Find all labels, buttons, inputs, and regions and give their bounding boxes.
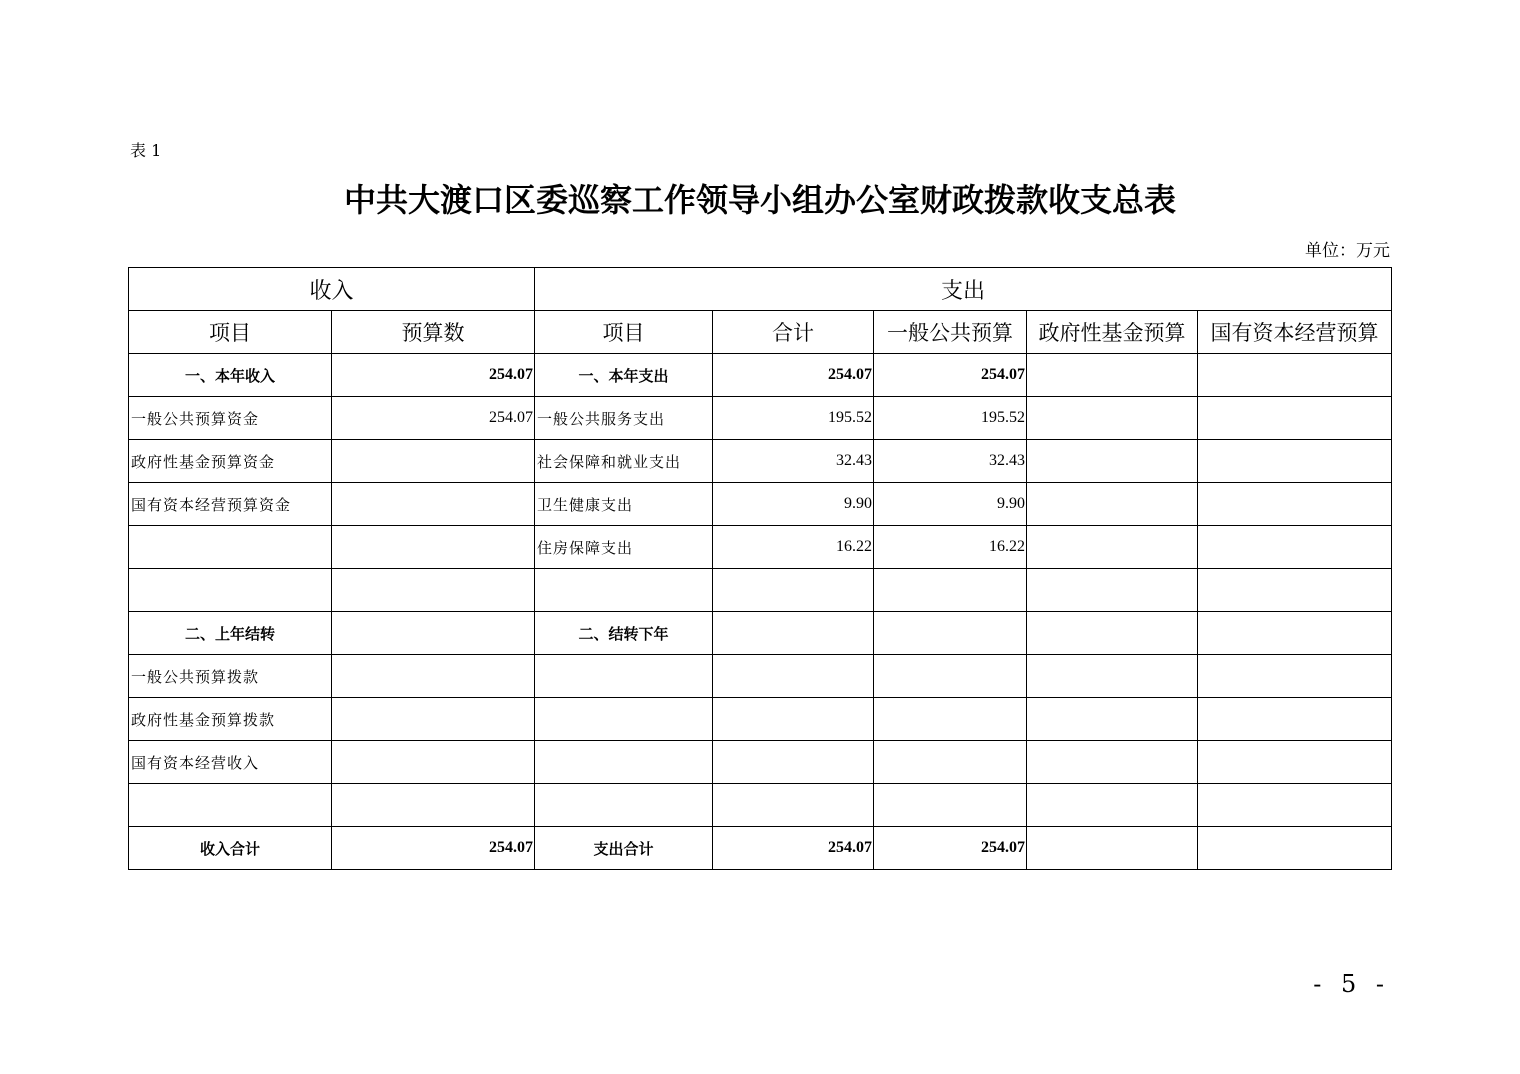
general-budget-cell	[874, 784, 1027, 827]
income-item-cell: 政府性基金预算资金	[129, 440, 332, 483]
budget-table	[128, 267, 1392, 870]
total-cell	[713, 569, 874, 612]
income-header: 收入	[129, 268, 535, 311]
total-header: 合计	[713, 311, 874, 354]
table-row	[129, 526, 1392, 569]
gov-fund-cell	[1027, 354, 1198, 397]
table-header-row-1	[129, 268, 1392, 311]
income-budget-cell	[332, 784, 535, 827]
table-header-row-2	[129, 311, 1392, 354]
income-budget-cell	[332, 612, 535, 655]
expense-item-cell	[535, 784, 713, 827]
expense-item-cell: 社会保障和就业支出	[535, 440, 713, 483]
income-item-header: 项目	[129, 311, 332, 354]
income-item-cell	[129, 526, 332, 569]
expense-item-cell	[535, 741, 713, 784]
expense-item-header: 项目	[535, 311, 713, 354]
income-budget-cell	[332, 483, 535, 526]
general-budget-cell: 254.07	[874, 354, 1027, 397]
gov-fund-cell	[1027, 741, 1198, 784]
gov-fund-cell	[1027, 569, 1198, 612]
expense-item-cell: 二、结转下年	[535, 612, 713, 655]
table-row	[129, 784, 1392, 827]
income-item-cell: 收入合计	[129, 827, 332, 870]
table-row	[129, 698, 1392, 741]
table-row	[129, 440, 1392, 483]
table-label: 表 1	[130, 141, 162, 160]
income-budget-cell: 254.07	[332, 397, 535, 440]
income-budget-cell	[332, 741, 535, 784]
total-cell: 9.90	[713, 483, 874, 526]
general-budget-cell	[874, 741, 1027, 784]
income-item-cell	[129, 784, 332, 827]
income-item-cell: 国有资本经营预算资金	[129, 483, 332, 526]
total-cell	[713, 784, 874, 827]
expense-item-cell: 一般公共服务支出	[535, 397, 713, 440]
income-budget-cell	[332, 440, 535, 483]
state-capital-cell	[1198, 741, 1392, 784]
gov-fund-cell	[1027, 784, 1198, 827]
state-capital-cell	[1198, 526, 1392, 569]
gov-fund-cell	[1027, 440, 1198, 483]
page-title: 中共大渡口区委巡察工作领导小组办公室财政拨款收支总表	[343, 181, 1176, 219]
gov-fund-cell	[1027, 612, 1198, 655]
state-capital-cell	[1198, 827, 1392, 870]
table-row	[129, 397, 1392, 440]
income-item-cell: 一般公共预算资金	[129, 397, 332, 440]
state-capital-cell	[1198, 655, 1392, 698]
income-item-cell: 一、本年收入	[129, 354, 332, 397]
general-budget-header: 一般公共预算	[874, 311, 1027, 354]
income-item-cell: 二、上年结转	[129, 612, 332, 655]
state-capital-cell	[1198, 784, 1392, 827]
table-row	[129, 483, 1392, 526]
general-budget-cell: 16.22	[874, 526, 1027, 569]
table-row	[129, 569, 1392, 612]
income-budget-cell	[332, 569, 535, 612]
general-budget-cell	[874, 655, 1027, 698]
page-number: - 5 -	[1313, 970, 1390, 998]
total-cell	[713, 698, 874, 741]
expense-item-cell	[535, 569, 713, 612]
expense-item-cell	[535, 698, 713, 741]
general-budget-cell	[874, 612, 1027, 655]
income-budget-cell	[332, 655, 535, 698]
income-budget-cell	[332, 698, 535, 741]
expense-item-cell: 卫生健康支出	[535, 483, 713, 526]
state-capital-cell	[1198, 440, 1392, 483]
total-cell: 254.07	[713, 827, 874, 870]
expense-header: 支出	[535, 268, 1392, 311]
total-cell	[713, 741, 874, 784]
state-capital-budget-header: 国有资本经营预算	[1198, 311, 1392, 354]
expense-item-cell: 支出合计	[535, 827, 713, 870]
state-capital-cell	[1198, 569, 1392, 612]
total-cell	[713, 612, 874, 655]
income-budget-cell	[332, 526, 535, 569]
income-item-cell: 国有资本经营收入	[129, 741, 332, 784]
unit-label: 单位：万元	[1305, 241, 1390, 261]
income-budget-cell: 254.07	[332, 354, 535, 397]
state-capital-cell	[1198, 397, 1392, 440]
total-cell: 254.07	[713, 354, 874, 397]
income-item-cell: 政府性基金预算拨款	[129, 698, 332, 741]
total-cell: 16.22	[713, 526, 874, 569]
income-item-cell	[129, 569, 332, 612]
gov-fund-cell	[1027, 526, 1198, 569]
gov-fund-cell	[1027, 655, 1198, 698]
state-capital-cell	[1198, 483, 1392, 526]
table-row	[129, 827, 1392, 870]
table-row	[129, 741, 1392, 784]
income-budget-header: 预算数	[332, 311, 535, 354]
total-cell	[713, 655, 874, 698]
gov-fund-budget-header: 政府性基金预算	[1027, 311, 1198, 354]
general-budget-cell: 32.43	[874, 440, 1027, 483]
general-budget-cell: 195.52	[874, 397, 1027, 440]
gov-fund-cell	[1027, 827, 1198, 870]
general-budget-cell	[874, 569, 1027, 612]
table-row	[129, 655, 1392, 698]
gov-fund-cell	[1027, 698, 1198, 741]
gov-fund-cell	[1027, 397, 1198, 440]
expense-item-cell: 住房保障支出	[535, 526, 713, 569]
state-capital-cell	[1198, 612, 1392, 655]
expense-item-cell: 一、本年支出	[535, 354, 713, 397]
income-budget-cell: 254.07	[332, 827, 535, 870]
total-cell: 195.52	[713, 397, 874, 440]
expense-item-cell	[535, 655, 713, 698]
state-capital-cell	[1198, 354, 1392, 397]
table-row	[129, 612, 1392, 655]
gov-fund-cell	[1027, 483, 1198, 526]
total-cell: 32.43	[713, 440, 874, 483]
state-capital-cell	[1198, 698, 1392, 741]
table-row	[129, 354, 1392, 397]
general-budget-cell: 9.90	[874, 483, 1027, 526]
general-budget-cell	[874, 698, 1027, 741]
income-item-cell: 一般公共预算拨款	[129, 655, 332, 698]
general-budget-cell: 254.07	[874, 827, 1027, 870]
